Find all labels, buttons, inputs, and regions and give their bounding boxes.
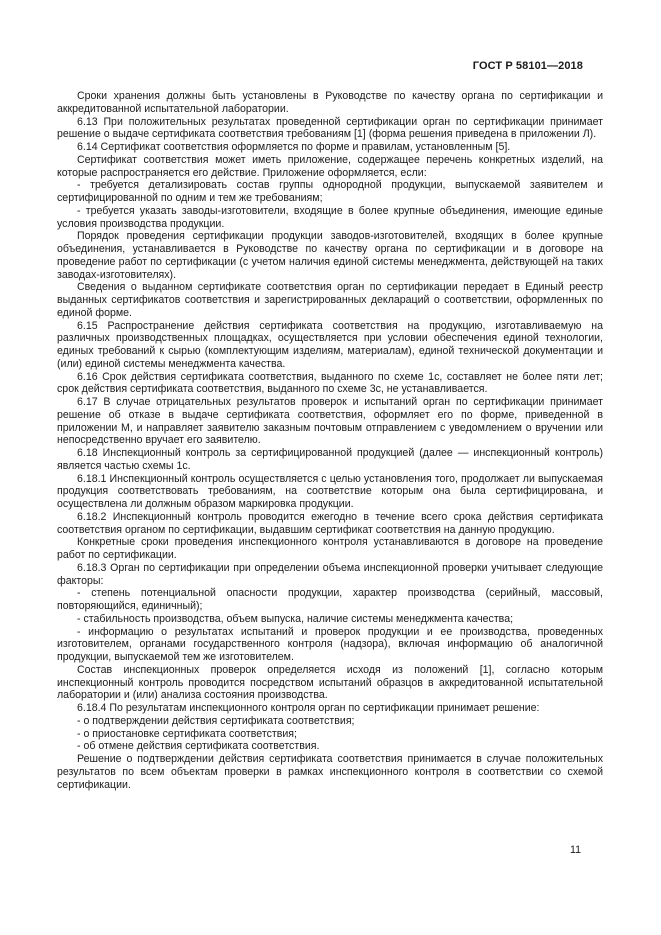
list-item: - о приостановке сертификата соответствия;: [77, 727, 297, 740]
paragraph: 6.15 Распространение действия сертификата соответствия на продукцию, изготавливаемую на различных производственных площадках, осуществляется при условии обеспечения единой технологии, единых требований к сырью (комплектующим изделиям, материалам), единой технической документации и (или) единой системы менеджмента качества.: [57, 319, 603, 370]
paragraph: Порядок проведения сертификации продукции заводов-изготовителей, входящих в более крупные объединения, устанавливается в Руководстве по качеству органа по сертификации и в договоре на проведение работ по сертификации (с учетом наличия единой системы менеджмента, действующей на таких заводах-изготовителях).: [57, 230, 603, 281]
document-body: [57, 90, 603, 791]
list-item: - требуется детализировать состав группы однородной продукции, выпускаемой заявителем и сертифицированной по одним и тем же требованиям;: [57, 179, 603, 204]
page-number: 11: [570, 844, 581, 856]
list-item: - степень потенциальной опасности продукции, характер производства (серийный, массовый, повторяющийся, единичный);: [57, 587, 603, 612]
paragraph: 6.18.4 По результатам инспекционного контроля орган по сертификации принимает решение:: [77, 702, 540, 714]
paragraph: Конкретные сроки проведения инспекционного контроля устанавливаются в договоре на проведение работ по сертификации.: [57, 536, 603, 561]
paragraph: Решение о подтверждении действия сертификата соответствия принимается в случае положительных результатов по всем объектам проверки в рамках инспекционного контроля в соответствии со схемой сертификации.: [57, 753, 603, 791]
list-item: - о подтверждении действия сертификата соответствия;: [77, 714, 355, 727]
list-item: - об отмене действия сертификата соответствия.: [77, 740, 320, 753]
paragraph: 6.17 В случае отрицательных результатов проверок и испытаний орган по сертификации принимает решение об отказе в выдаче сертификата соответствия, оформляет его по форме, приведенной в приложении М, и направляет заявителю заказным почтовым отправлением с уведомлением о вручении или непосредственно вручает его заявителю.: [57, 396, 603, 447]
paragraph: Сроки хранения должны быть установлены в Руководстве по качеству органа по сертификации и аккредитованной испытательной лаборатории.: [57, 90, 603, 115]
list-item: - информацию о результатах испытаний и проверок продукции и ее производства, проведенных изготовителем, органами государственного контроля (надзора), включая информацию об аналогичной продукции, выпускаемой тем же изготовителем.: [57, 625, 603, 663]
list-item: - требуется указать заводы-изготовители, входящие в более крупные объединения, имеющие единые условия производства продукции.: [57, 204, 603, 230]
paragraph: 6.14 Сертификат соответствия оформляется по форме и правилам, установленным [5].: [77, 141, 511, 153]
paragraph: Сертификат соответствия может иметь приложение, содержащее перечень конкретных изделий, на которые распространяется его действие. Приложение оформляется, если:: [57, 153, 603, 179]
paragraph: 6.18.2 Инспекционный контроль проводится ежегодно в течение всего срока действия сертификата соответствия органом по сертификации, выдавшим сертификат соответствия на данную продукцию.: [57, 510, 603, 536]
paragraph: 6.18.3 Орган по сертификации при определении объема инспекционной проверки учитывает следующие факторы:: [57, 561, 603, 587]
paragraph: 6.18 Инспекционный контроль за сертифицированной продукцией (далее — инспекционный контроль) является частью схемы 1с.: [57, 447, 603, 472]
paragraph: Состав инспекционных проверок определяется исходя из положений [1], согласно которым инспекционный контроль проводится посредством испытаний образцов в аккредитованной испытательной лаборатории и (или) анализа состояния производства.: [57, 663, 603, 702]
paragraph: Сведения о выданном сертификате соответствия орган по сертификации передает в Единый реестр выданных сертификатов соответствия и зарегистрированных деклараций о соответствии, оформленных по единой форме.: [57, 281, 603, 319]
paragraph: 6.16 Срок действия сертификата соответствия, выданного по схеме 1с, составляет не более пяти лет; срок действия сертификата соответствия, выданного по схеме 3с, не устанавливается.: [57, 370, 603, 396]
list-item: - стабильность производства, объем выпуска, наличие системы менеджмента качества;: [77, 612, 514, 625]
paragraph: 6.13 При положительных результатах проведенной сертификации орган по сертификации принимает решение о выдаче сертификата соответствия требованиям [1] (форма решения приведена в приложении Л).: [57, 115, 603, 141]
paragraph: 6.18.1 Инспекционный контроль осуществляется с целью установления того, продолжает ли выпускаемая продукция соответствовать требованиям, на соответствие которым она была сертифицирована, и осуществлена ли должным образом маркировка продукции.: [57, 472, 603, 510]
document-standard-id: ГОСТ Р 58101—2018: [472, 60, 583, 72]
